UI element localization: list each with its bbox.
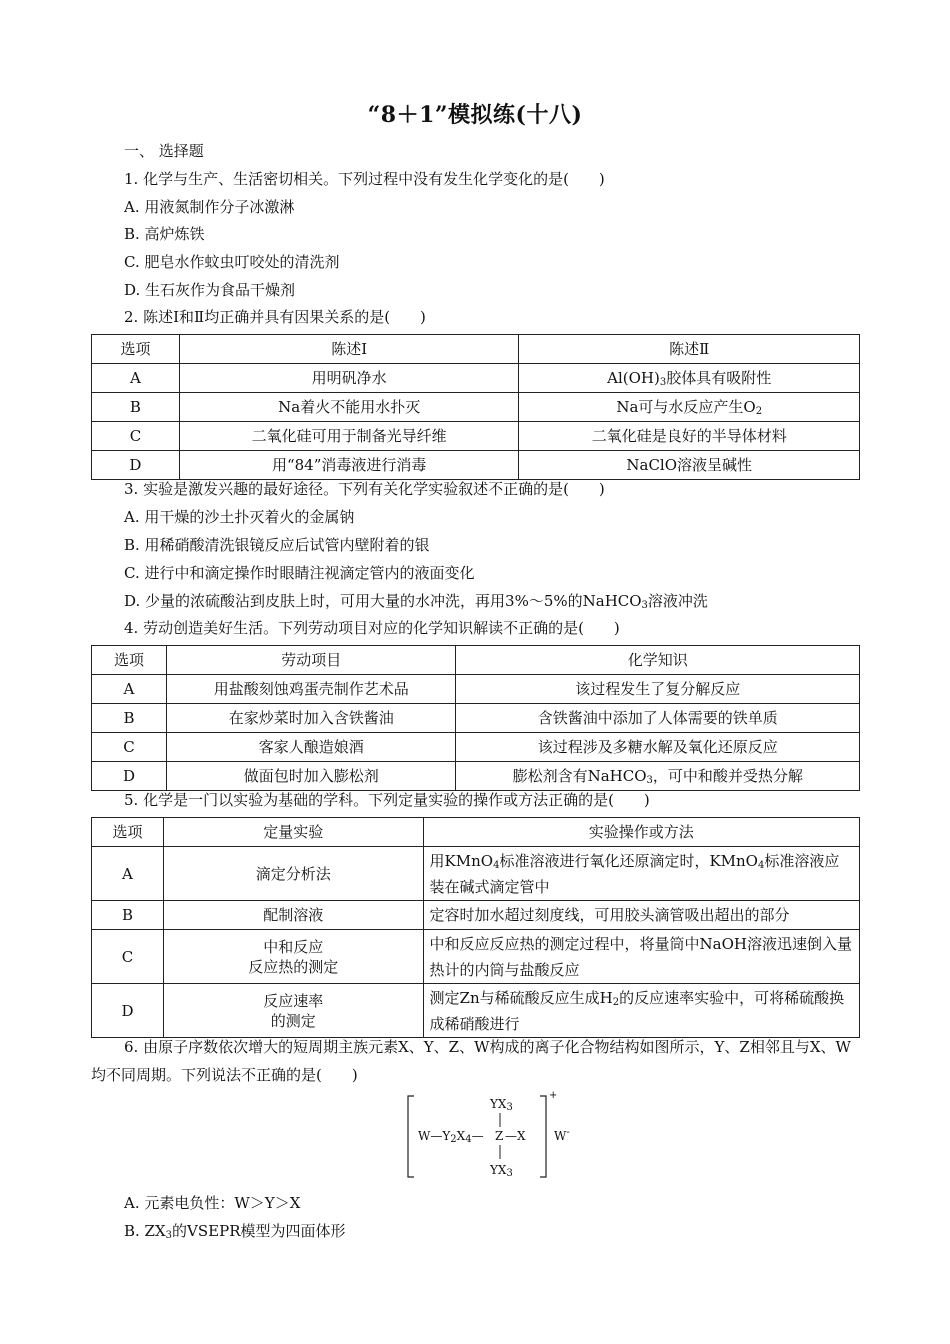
table-cell: 用“84”消毒液进行消毒 (179, 451, 519, 480)
q1-option-d: D. 生石灰作为食品干燥剂 (124, 281, 296, 299)
structure-right-atom: —X (505, 1129, 526, 1143)
q1-option-c: C. 肥皂水作蚊虫叮咬处的清洗剂 (124, 253, 340, 271)
q6-stem: 6. 由原子序数依次增大的短周期主族元素X、Y、Z、W构成的离子化合物结构如图所示，Y、Z相邻且与X、W均不同周期。下列说法不正确的是( ) (91, 1038, 851, 1084)
table-row (92, 422, 860, 451)
table-cell: 用明矾净水 (179, 364, 519, 393)
table-cell: 该过程涉及多糖水解及氧化还原反应 (456, 733, 860, 762)
table-cell: 在家炒菜时加入含铁酱油 (166, 704, 456, 733)
table-cell: Na可与水反应产生$O_2$ (519, 393, 860, 422)
table-cell: 反应速率 的测定 (163, 984, 423, 1038)
structure-counter-ion: W- (554, 1127, 570, 1143)
table-cell: 膨松剂含有NaHCO$_3$，可中和酸并受热分解 (456, 762, 860, 791)
table-header-row (92, 335, 860, 364)
table-cell: 做面包时加入膨松剂 (166, 762, 456, 791)
table-cell: C (92, 930, 164, 984)
table-header-row (92, 818, 860, 847)
table-header-cell: 选项 (92, 818, 164, 847)
table-cell: 用KMnO$_4$标准溶液进行氧化还原滴定时，KMnO$_4$标准溶液应装在碱式滴定管中 (423, 847, 859, 901)
table-header-cell: 化学知识 (456, 646, 860, 675)
table-header-cell: 定量实验 (163, 818, 423, 847)
table-row (92, 364, 860, 393)
q3-option-d: D. 少量的浓硫酸沾到皮肤上时，可用大量的水冲洗，再用3%～5%的NaHCO$_3$溶液冲洗 (124, 592, 708, 611)
table-header-cell: 实验操作或方法 (423, 818, 859, 847)
table-row (92, 675, 860, 704)
table-row (92, 704, 860, 733)
table-row (92, 733, 860, 762)
q6-option-b: B. $ZX_3$的VSEPR模型为四面体形 (124, 1222, 346, 1241)
table-cell: B (92, 704, 167, 733)
table-cell: 含铁酱油中添加了人体需要的铁单质 (456, 704, 860, 733)
table-row (92, 901, 860, 930)
table-row (92, 847, 860, 901)
table-cell: D (92, 984, 164, 1038)
q1-option-b: B. 高炉炼铁 (124, 225, 205, 243)
table-cell: Na着火不能用水扑灭 (179, 393, 519, 422)
structure-top-group: $YX_3$ (490, 1097, 513, 1113)
table-header-cell: 陈述Ⅰ (179, 335, 519, 364)
table-row (92, 393, 860, 422)
table-cell: A (92, 847, 164, 901)
table-header-cell: 选项 (92, 646, 167, 675)
q1-stem: 1. 化学与生产、生活密切相关。下列过程中没有发生化学变化的是( ) (124, 170, 605, 188)
section-heading: 一、 选择题 (124, 142, 204, 160)
table-cell: NaClO溶液呈碱性 (519, 451, 860, 480)
table-cell: C (92, 422, 180, 451)
structure-bottom-group: $YX_3$ (490, 1163, 513, 1179)
table-row (92, 930, 860, 984)
q6-option-a: A. 元素电负性：W＞Y＞X (124, 1194, 301, 1212)
table-cell: D (92, 451, 180, 480)
table-cell: 定容时加水超过刻度线，可用胶头滴管吸出超出的部分 (423, 901, 859, 930)
structure-left-chain: $W—Y_2X_4—$ (418, 1129, 484, 1145)
table-cell: 测定Zn与稀硫酸反应生成$H_2$的反应速率实验中，可将稀硫酸换成稀硝酸进行 (423, 984, 859, 1038)
q3-option-c: C. 进行中和滴定操作时眼睛注视滴定管内的液面变化 (124, 564, 475, 582)
table-cell: 中和反应 反应热的测定 (163, 930, 423, 984)
table-cell: $Al(OH)_3$胶体具有吸附性 (519, 364, 860, 393)
ionic-compound-structure-diagram (404, 1090, 584, 1181)
q3-option-a: A. 用干燥的沙土扑灭着火的金属钠 (124, 508, 355, 526)
q4-stem: 4. 劳动创造美好生活。下列劳动项目对应的化学知识解读不正确的是( ) (124, 619, 620, 637)
table-cell: 该过程发生了复分解反应 (456, 675, 860, 704)
q4-table (91, 645, 860, 791)
q3-option-b: B. 用稀硝酸清洗银镜反应后试管内壁附着的银 (124, 536, 430, 554)
structure-cation-charge: + (549, 1090, 558, 1101)
table-cell: 用盐酸刻蚀鸡蛋壳制作艺术品 (166, 675, 456, 704)
table-header-cell: 劳动项目 (166, 646, 456, 675)
table-row (92, 451, 860, 480)
table-cell: A (92, 364, 180, 393)
structure-center-atom: Z (495, 1129, 504, 1143)
table-cell: 二氧化硅是良好的半导体材料 (519, 422, 860, 451)
table-cell: B (92, 901, 164, 930)
table-cell: C (92, 733, 167, 762)
table-cell: 二氧化硅可用于制备光导纤维 (179, 422, 519, 451)
table-cell: B (92, 393, 180, 422)
table-cell: 客家人酿造娘酒 (166, 733, 456, 762)
q5-table (91, 817, 860, 1038)
table-header-cell: 选项 (92, 335, 180, 364)
page-title: “8＋1”模拟练(十八) (367, 102, 583, 128)
q2-table (91, 334, 860, 480)
table-header-cell: 陈述Ⅱ (519, 335, 860, 364)
table-cell: 滴定分析法 (163, 847, 423, 901)
table-cell: 配制溶液 (163, 901, 423, 930)
table-row (92, 762, 860, 791)
q2-stem: 2. 陈述Ⅰ和Ⅱ均正确并具有因果关系的是( ) (124, 308, 426, 326)
q3-stem: 3. 实验是激发兴趣的最好途径。下列有关化学实验叙述不正确的是( ) (124, 480, 605, 498)
table-cell: 中和反应反应热的测定过程中，将量筒中NaOH溶液迅速倒入量热计的内筒与盐酸反应 (423, 930, 859, 984)
q1-option-a: A. 用液氮制作分子冰激淋 (124, 198, 295, 216)
table-header-row (92, 646, 860, 675)
q5-stem: 5. 化学是一门以实验为基础的学科。下列定量实验的操作或方法正确的是( ) (124, 791, 650, 809)
table-row (92, 984, 860, 1038)
table-cell: D (92, 762, 167, 791)
table-cell: A (92, 675, 167, 704)
